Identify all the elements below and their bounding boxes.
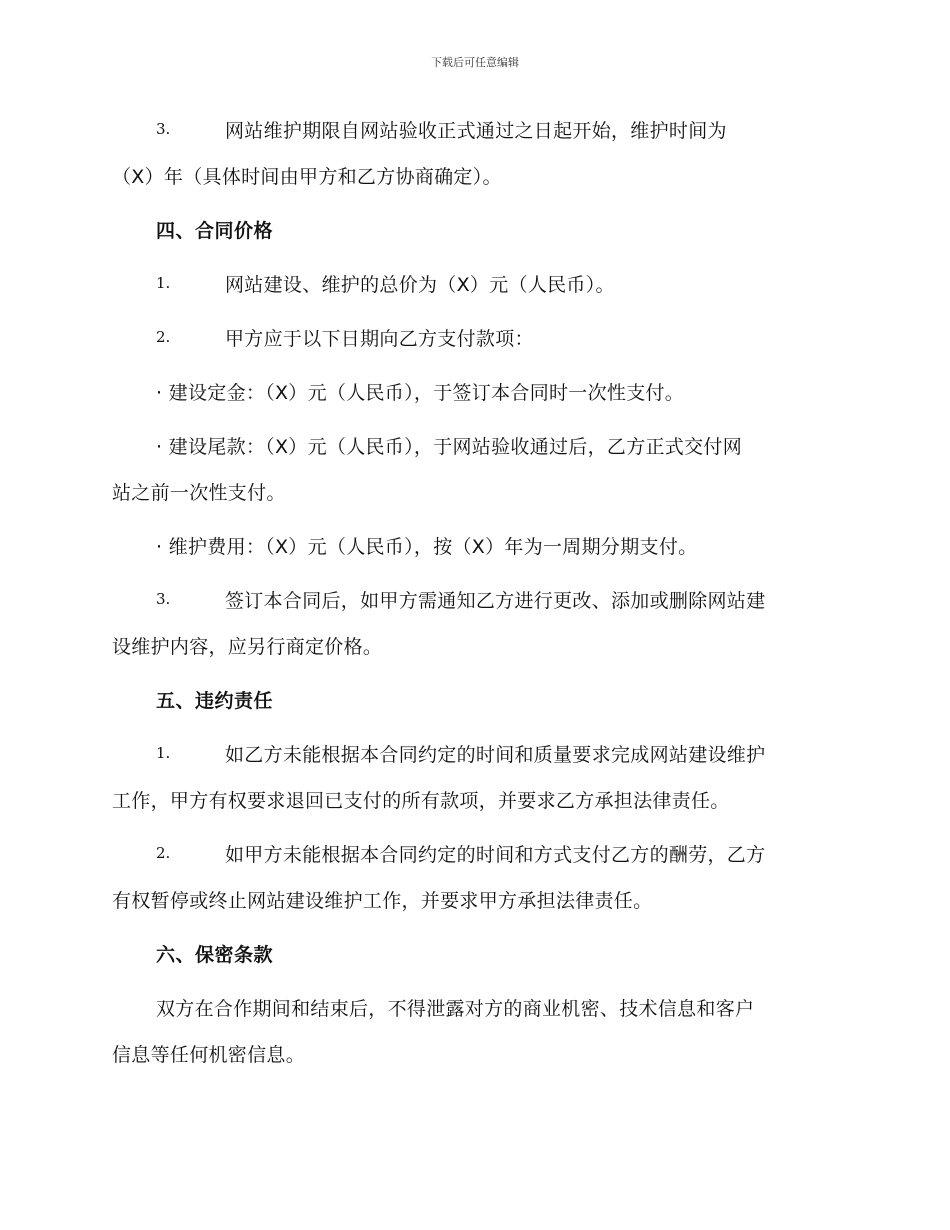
paragraph-line: 网站建设、维护的总价为（X）元（人民币）。 bbox=[225, 274, 615, 296]
item-number: 3. bbox=[156, 590, 171, 608]
paragraph-line: 有权暂停或终止网站建设维护工作，并要求甲方承担法律责任。 bbox=[112, 890, 653, 912]
paragraph-line: 工作，甲方有权要求退回已支付的所有款项，并要求乙方承担法律责任。 bbox=[112, 790, 730, 812]
paragraph-line: 甲方应于以下日期向乙方支付款项： bbox=[225, 328, 534, 350]
bullet-line: · 建设定金：（X）元（人民币），于签订本合同时一次性支付。 bbox=[156, 382, 685, 404]
paragraph-line: 信息等任何机密信息。 bbox=[112, 1044, 306, 1066]
bullet-line: · 维护费用：（X）元（人民币），按（X）年为一周期分期支付。 bbox=[156, 536, 698, 558]
item-number: 2. bbox=[156, 844, 171, 862]
item-number: 1. bbox=[156, 744, 171, 762]
paragraph-line: 如甲方未能根据本合同约定的时间和方式支付乙方的酬劳，乙方 bbox=[225, 844, 766, 866]
paragraph-line: 如乙方未能根据本合同约定的时间和质量要求完成网站建设维护 bbox=[225, 744, 766, 766]
item-number: 1. bbox=[156, 274, 171, 292]
paragraph-line: 双方在合作期间和结束后，不得泄露对方的商业机密、技术信息和客户 bbox=[156, 998, 755, 1020]
page-header: 下载后可任意编辑 bbox=[431, 56, 519, 69]
section-heading: 六、保密条款 bbox=[156, 944, 274, 966]
section-heading: 五、违约责任 bbox=[156, 690, 274, 712]
item-number: 2. bbox=[156, 328, 171, 346]
paragraph-line: 站之前一次性支付。 bbox=[112, 482, 286, 504]
item-number: 3. bbox=[156, 120, 171, 138]
paragraph-line: 网站维护期限自网站验收正式通过之日起开始，维护时间为 bbox=[225, 120, 727, 142]
paragraph-line: 签订本合同后，如甲方需通知乙方进行更改、添加或删除网站建 bbox=[225, 590, 766, 612]
paragraph-line: 设维护内容，应另行商定价格。 bbox=[112, 636, 383, 658]
bullet-line: · 建设尾款：（X）元（人民币），于网站验收通过后，乙方正式交付网 bbox=[156, 436, 742, 458]
section-heading: 四、合同价格 bbox=[156, 220, 274, 242]
paragraph-line: （X）年（具体时间由甲方和乙方协商确定）。 bbox=[112, 166, 502, 188]
